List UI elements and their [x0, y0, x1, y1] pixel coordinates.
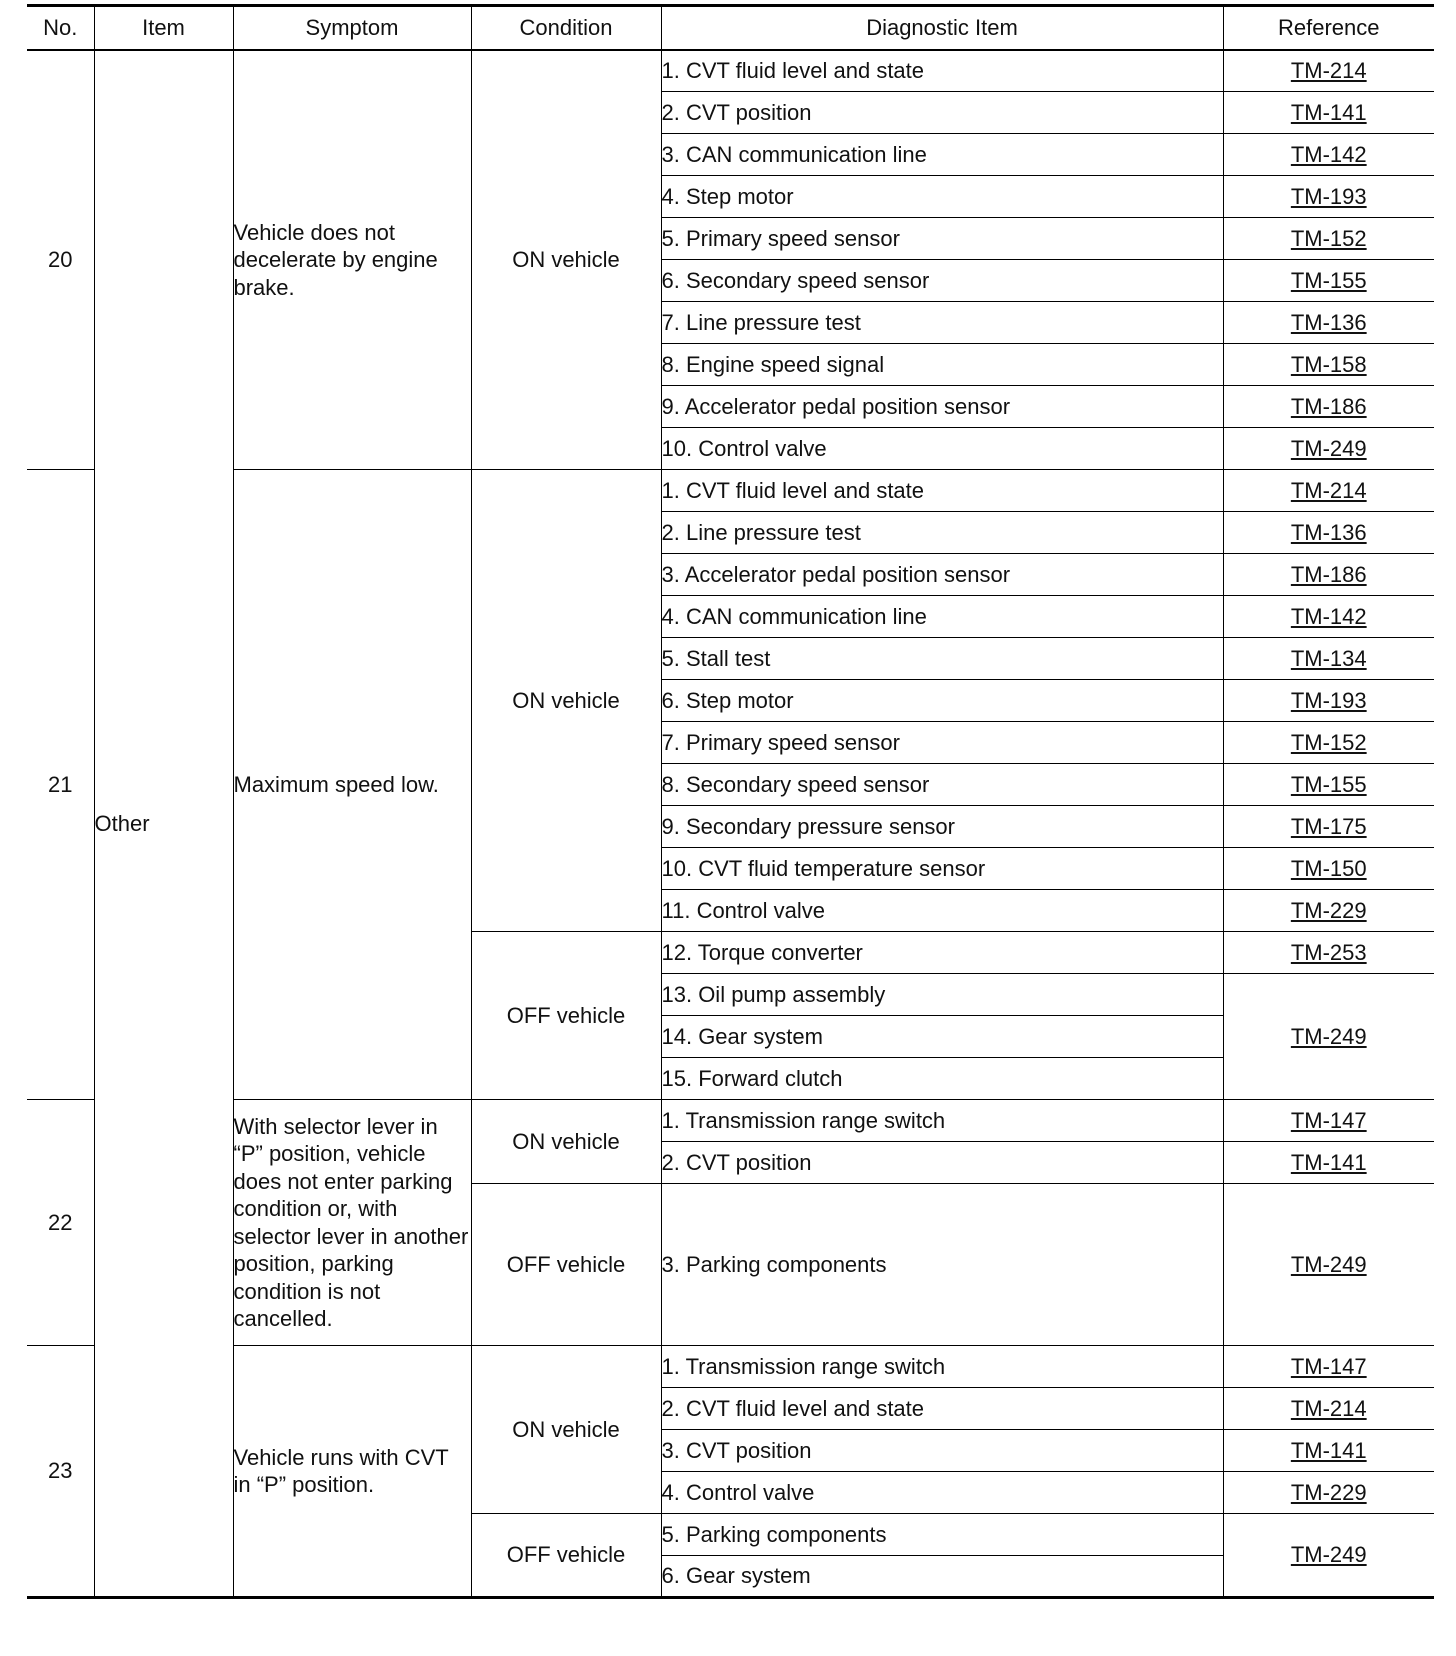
table-row	[27, 1100, 1434, 1142]
reference-cell	[1223, 1346, 1434, 1388]
diagnostic-item: 6. Step motor	[661, 680, 1223, 722]
reference-cell	[1223, 722, 1434, 764]
diagnostic-item: 8. Secondary speed sensor	[661, 764, 1223, 806]
diagnostic-item: 8. Engine speed signal	[661, 344, 1223, 386]
condition-cell: OFF vehicle	[471, 932, 661, 1100]
reference-link[interactable]: TM-214	[1290, 58, 1367, 83]
row-number: 23	[27, 1346, 94, 1598]
symptom-cell: With selector lever in “P” position, vehicle does not enter parking condition or, with selector lever in another position, parking condition is not cancelled.	[233, 1100, 471, 1346]
diagnostic-item: 10. Control valve	[661, 428, 1223, 470]
header-no: No.	[27, 6, 94, 50]
header-diagnostic-item: Diagnostic Item	[661, 6, 1223, 50]
reference-cell	[1223, 848, 1434, 890]
diagnostic-item: 3. Parking components	[661, 1184, 1223, 1346]
reference-cell	[1223, 596, 1434, 638]
diagnostic-item: 6. Secondary speed sensor	[661, 260, 1223, 302]
reference-link[interactable]: TM-249	[1290, 1542, 1367, 1568]
reference-cell	[1223, 512, 1434, 554]
row-number: 20	[27, 50, 94, 470]
diagnostic-item: 1. CVT fluid level and state	[661, 50, 1223, 92]
reference-link[interactable]: TM-152	[1290, 225, 1367, 251]
reference-cell	[1223, 1514, 1434, 1598]
reference-cell	[1223, 680, 1434, 722]
reference-link[interactable]: TM-186	[1290, 393, 1367, 419]
reference-cell	[1223, 92, 1434, 134]
diagnostic-item: 3. CVT position	[661, 1430, 1223, 1472]
diagnostic-item: 5. Parking components	[661, 1514, 1223, 1556]
reference-link[interactable]: TM-136	[1290, 519, 1367, 545]
reference-link[interactable]: TM-155	[1290, 267, 1367, 293]
diagnostic-item: 12. Torque converter	[661, 932, 1223, 974]
reference-cell	[1223, 50, 1434, 92]
diagnostic-item: 9. Accelerator pedal position sensor	[661, 386, 1223, 428]
diagnostic-item: 4. CAN communication line	[661, 596, 1223, 638]
reference-cell	[1223, 890, 1434, 932]
symptom-cell: Maximum speed low.	[233, 470, 471, 1100]
reference-link[interactable]: TM-193	[1290, 687, 1367, 713]
reference-cell	[1223, 386, 1434, 428]
reference-link[interactable]: TM-150	[1290, 855, 1367, 881]
reference-cell	[1223, 932, 1434, 974]
reference-cell	[1223, 1388, 1434, 1430]
reference-link[interactable]: TM-141	[1290, 1437, 1367, 1463]
condition-cell: ON vehicle	[471, 470, 661, 932]
reference-link[interactable]: TM-249	[1290, 1251, 1367, 1277]
diagnostic-item: 2. CVT fluid level and state	[661, 1388, 1223, 1430]
reference-link[interactable]: TM-147	[1290, 1107, 1367, 1133]
diagnostic-item: 2. CVT position	[661, 1142, 1223, 1184]
diagnostic-item: 1. Transmission range switch	[661, 1100, 1223, 1142]
reference-cell	[1223, 638, 1434, 680]
diagnostic-item: 2. CVT position	[661, 92, 1223, 134]
reference-cell	[1223, 470, 1434, 512]
diagnostic-item: 2. Line pressure test	[661, 512, 1223, 554]
diagnostic-item: 3. Accelerator pedal position sensor	[661, 554, 1223, 596]
diagnostic-item: 4. Step motor	[661, 176, 1223, 218]
reference-link[interactable]: TM-229	[1290, 1479, 1367, 1505]
reference-link[interactable]: TM-142	[1290, 603, 1367, 629]
reference-link[interactable]: TM-134	[1290, 645, 1367, 671]
reference-link[interactable]: TM-193	[1290, 183, 1367, 209]
header-item: Item	[94, 6, 233, 50]
diagnostic-item: 1. CVT fluid level and state	[661, 470, 1223, 512]
header-condition: Condition	[471, 6, 661, 50]
reference-cell	[1223, 428, 1434, 470]
reference-cell	[1223, 302, 1434, 344]
reference-cell	[1223, 974, 1434, 1100]
condition-cell: ON vehicle	[471, 1100, 661, 1184]
reference-link[interactable]: TM-158	[1290, 351, 1367, 377]
reference-cell	[1223, 1472, 1434, 1514]
table-row	[27, 1346, 1434, 1388]
reference-link[interactable]: TM-155	[1290, 771, 1367, 797]
header-row	[27, 6, 1434, 50]
condition-cell: OFF vehicle	[471, 1184, 661, 1346]
diagnostic-item: 4. Control valve	[661, 1472, 1223, 1514]
reference-cell	[1223, 1142, 1434, 1184]
diagnosis-table	[27, 4, 1434, 1599]
diagnostic-item: 7. Line pressure test	[661, 302, 1223, 344]
reference-link[interactable]: TM-186	[1290, 561, 1367, 587]
row-number: 22	[27, 1100, 94, 1346]
reference-cell	[1223, 806, 1434, 848]
table-row	[27, 470, 1434, 512]
reference-link[interactable]: TM-141	[1290, 1149, 1367, 1175]
reference-cell	[1223, 260, 1434, 302]
reference-link[interactable]: TM-214	[1290, 477, 1367, 503]
symptom-cell: Vehicle runs with CVT in “P” position.	[233, 1346, 471, 1598]
diagnostic-item: 13. Oil pump assembly	[661, 974, 1223, 1016]
reference-cell	[1223, 134, 1434, 176]
diagnostic-item: 11. Control valve	[661, 890, 1223, 932]
reference-link[interactable]: TM-249	[1290, 435, 1367, 461]
condition-cell: ON vehicle	[471, 1346, 661, 1514]
reference-link[interactable]: TM-136	[1290, 309, 1367, 335]
reference-link[interactable]: TM-214	[1290, 1395, 1367, 1421]
reference-link[interactable]: TM-142	[1290, 141, 1367, 167]
reference-cell	[1223, 554, 1434, 596]
reference-link[interactable]: TM-175	[1290, 813, 1367, 839]
reference-cell	[1223, 344, 1434, 386]
diagnostic-item: 10. CVT fluid temperature sensor	[661, 848, 1223, 890]
reference-link[interactable]: TM-229	[1290, 897, 1367, 923]
diagnostic-item: 9. Secondary pressure sensor	[661, 806, 1223, 848]
header-symptom: Symptom	[233, 6, 471, 50]
reference-link[interactable]: TM-141	[1290, 99, 1367, 125]
diagnostic-item: 15. Forward clutch	[661, 1058, 1223, 1100]
table-row	[27, 50, 1434, 92]
reference-link[interactable]: TM-152	[1290, 729, 1367, 755]
diagnostic-item: 3. CAN communication line	[661, 134, 1223, 176]
symptom-cell: Vehicle does not decelerate by engine brake.	[233, 50, 471, 470]
reference-cell	[1223, 176, 1434, 218]
diagnostic-item: 14. Gear system	[661, 1016, 1223, 1058]
condition-cell: OFF vehicle	[471, 1514, 661, 1598]
diagnostic-item: 5. Stall test	[661, 638, 1223, 680]
item-cell: Other	[94, 50, 233, 1598]
reference-cell	[1223, 1100, 1434, 1142]
diagnostic-item: 5. Primary speed sensor	[661, 218, 1223, 260]
row-number: 21	[27, 470, 94, 1100]
diagnostic-item: 6. Gear system	[661, 1556, 1223, 1598]
diagnostic-item: 7. Primary speed sensor	[661, 722, 1223, 764]
diagnostic-item: 1. Transmission range switch	[661, 1346, 1223, 1388]
reference-cell	[1223, 218, 1434, 260]
condition-cell: ON vehicle	[471, 50, 661, 470]
header-reference: Reference	[1223, 6, 1434, 50]
reference-cell	[1223, 1430, 1434, 1472]
reference-cell	[1223, 764, 1434, 806]
table-body	[27, 50, 1434, 1598]
reference-link[interactable]: TM-147	[1290, 1353, 1367, 1379]
reference-link[interactable]: TM-253	[1290, 939, 1367, 965]
reference-link[interactable]: TM-249	[1290, 1023, 1367, 1049]
reference-cell	[1223, 1184, 1434, 1346]
diagnosis-table-container	[27, 4, 1434, 1599]
